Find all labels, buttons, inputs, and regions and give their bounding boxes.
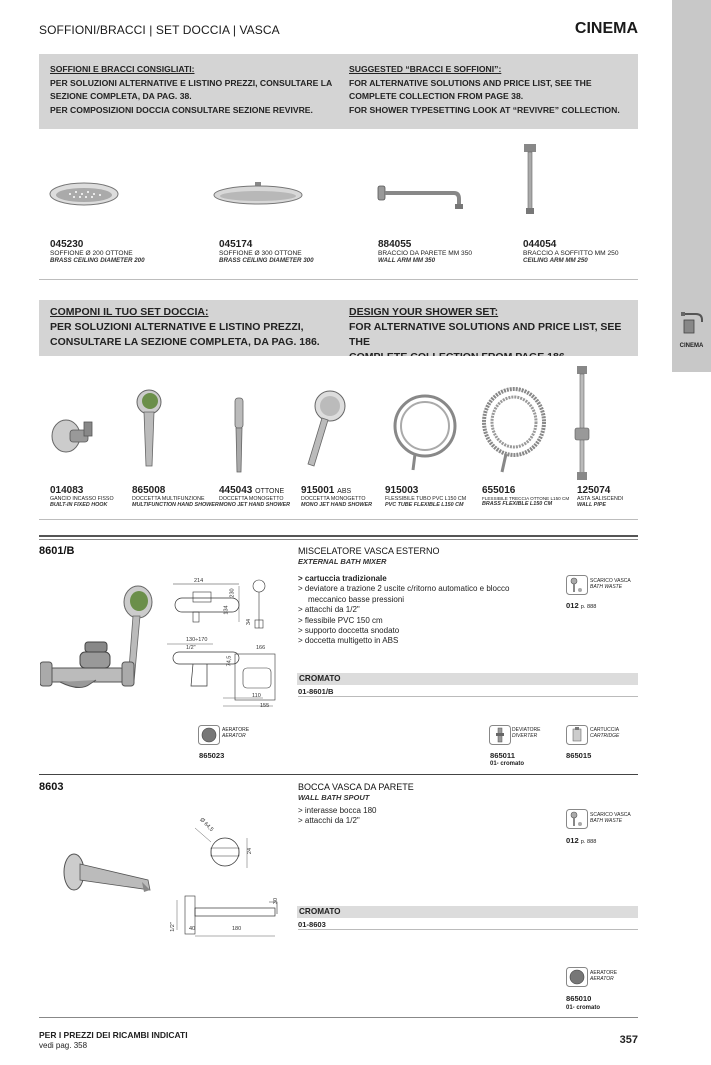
product-card-915003 <box>385 485 466 508</box>
feature-item: meccanico basse pressioni <box>308 594 405 604</box>
dim-label: 214 <box>194 578 204 584</box>
diverter-label-en: DIVERTER <box>512 733 538 739</box>
banner2-left-text <box>50 305 345 350</box>
dim-label: 30 <box>273 897 280 905</box>
product-card-915001 <box>301 485 372 508</box>
banner-left-text <box>50 63 345 117</box>
product-desc-it: SOFFIONE Ø 300 OTTONE <box>219 250 302 257</box>
dim-label: 166 <box>256 645 266 651</box>
dim-label: 180 <box>232 926 242 932</box>
technical-drawing-8603 <box>165 818 285 940</box>
product-image-915003[interactable] <box>385 388 465 474</box>
feature-item: > deviatore a trazione 2 uscite c/ritorno automatico e blocco <box>298 584 510 594</box>
finish-divider <box>298 696 638 697</box>
cartridge-code: 865015 <box>566 751 592 760</box>
product-card-655016 <box>482 485 569 507</box>
feature-item: > supporto doccetta snodato <box>298 626 400 636</box>
product-image-655016[interactable] <box>478 384 550 476</box>
dim-label: 40 <box>189 926 196 932</box>
product-code: 125074 <box>577 485 611 496</box>
product-desc-en: MONO JET HAND SHOWER <box>219 502 290 508</box>
finish-bar: CROMATO <box>297 673 638 685</box>
product-image-014083[interactable] <box>48 412 98 458</box>
aerator-label-it: AERATORE <box>590 970 618 976</box>
product-material: OTTONE <box>255 488 285 495</box>
product-desc-en: CEILING ARM MM 250 <box>523 257 588 264</box>
reference-page: p. 888 <box>580 604 597 610</box>
product-card-045230 <box>50 239 145 264</box>
collection-tab-label: CINEMA <box>679 343 704 349</box>
banner-right-line: COMPLETE COLLECTION FROM PAGE 38. <box>349 91 524 101</box>
product-code: 044054 <box>523 239 557 250</box>
product-image-8601b[interactable] <box>40 582 160 702</box>
product-desc-en: MULTIFUNCTION HAND SHOWER <box>132 502 219 508</box>
product-card-865008 <box>132 485 219 508</box>
product-desc-en: BRASS CEILING DIAMETER 300 <box>219 257 314 264</box>
dim-label: 1/2" <box>169 922 176 932</box>
product-desc-it: FLESSIBILE TRECCIA OTTONE L150 CM <box>482 496 570 501</box>
aerator-label <box>590 970 617 982</box>
aerator-label <box>222 727 249 739</box>
dim-label: 230 <box>229 588 236 598</box>
product-desc-it: GANCIO INCASSO FISSO <box>50 496 114 502</box>
product-desc-it: DOCCETTA MONOGETTO <box>219 496 284 502</box>
cartridge-icon <box>566 725 588 745</box>
dim-label: Ø 64,5 <box>198 817 215 833</box>
banner-right-text <box>349 63 634 117</box>
banner-left-heading: SOFFIONI E BRACCI CONSIGLIATI: <box>50 64 195 74</box>
product-desc-en: BUILT-IN FIXED HOOK <box>50 502 108 508</box>
diverter-label <box>512 727 540 739</box>
dim-label: 24 <box>247 847 254 855</box>
diverter-icon <box>489 725 511 745</box>
product-image-445043[interactable] <box>231 396 247 474</box>
section-title: BOCCA VASCA DA PARETE <box>298 782 414 792</box>
product-image-915001[interactable] <box>302 388 348 468</box>
product-code: 915001 <box>301 485 335 496</box>
spare-parts-note: PER I PREZZI DEI RICAMBI INDICATI <box>39 1030 188 1040</box>
section-divider <box>39 535 638 537</box>
bath-waste-icon <box>566 575 588 595</box>
bath-waste-label-en: BATH WASTE <box>590 818 623 824</box>
banner2-right-line: FOR ALTERNATIVE SOLUTIONS AND PRICE LIST, SEE THE <box>349 321 622 348</box>
cartridge-spare[interactable] <box>566 725 588 745</box>
feature-list <box>298 574 560 647</box>
dim-label: 1/2" <box>186 645 196 651</box>
dim-label: 155 <box>260 703 270 709</box>
section-subtitle: EXTERNAL BATH MIXER <box>298 557 387 566</box>
section-divider-thin <box>39 539 638 540</box>
section-code-8603: 8603 <box>39 781 64 793</box>
banner-left-line: PER COMPOSIZIONI DOCCIA CONSULTARE SEZIONE REVIVRE. <box>50 104 313 115</box>
section-divider <box>39 774 638 775</box>
feature-item: > attacchi da 1/2" <box>298 816 360 826</box>
feature-item: > attacchi da 1/2" <box>298 605 360 615</box>
reference-code: 012 <box>566 601 579 610</box>
page-number: 357 <box>619 1034 638 1046</box>
bath-waste-label-it: SCARICO VASCA <box>590 578 631 584</box>
banner-right-line: FOR SHOWER TYPESETTING LOOK AT “REVIVRE” COLLECTION. <box>349 104 620 115</box>
product-desc-it: BRACCIO A SOFFITTO MM 250 <box>523 250 619 257</box>
bath-waste-icon <box>566 809 588 829</box>
product-code: 655016 <box>482 485 516 496</box>
product-image-8603[interactable] <box>62 850 156 898</box>
product-desc-en: WALL PIPE <box>577 502 606 508</box>
banner2-right-heading: DESIGN YOUR SHOWER SET: <box>349 306 499 318</box>
product-desc-en: BRASS FLEXIBLE L150 CM <box>482 501 553 507</box>
collection-brand: CINEMA <box>574 20 638 37</box>
feature-list <box>298 806 377 827</box>
section-code-8601b: 8601/B <box>39 545 75 557</box>
product-code: 445043 <box>219 485 253 496</box>
feature-item: > cartuccia tradizionale <box>298 574 387 583</box>
reference-page: p. 888 <box>580 839 597 845</box>
page-title: SOFFIONI/BRACCI | SET DOCCIA | VASCA <box>39 23 280 37</box>
product-code: 045230 <box>50 239 84 250</box>
dim-label: 74,5 <box>226 655 233 667</box>
product-desc-en: PVC TUBE FLEXIBLE L150 CM <box>385 502 464 508</box>
cartridge-label-it: CARTUCCIA <box>590 727 620 733</box>
product-image-865008[interactable] <box>134 388 164 470</box>
page-reference[interactable] <box>566 836 596 845</box>
reference-code: 012 <box>566 836 579 845</box>
dim-label: 110 <box>252 693 261 699</box>
section-subtitle: WALL BATH SPOUT <box>298 793 370 802</box>
aerator-spare[interactable] <box>198 725 220 745</box>
product-code: 045174 <box>219 239 253 250</box>
footer-divider <box>39 1017 638 1018</box>
product-desc-it: DOCCETTA MULTIFUNZIONE <box>132 496 205 502</box>
finish-divider <box>298 929 638 930</box>
cartridge-label-en: CARTRIDGE <box>590 733 620 739</box>
finish-code[interactable]: 01-8603 <box>298 920 326 929</box>
product-desc-en: BRASS CEILING DIAMETER 200 <box>50 257 145 264</box>
technical-drawing-8601b <box>163 578 291 710</box>
bath-waste-accessory[interactable] <box>566 575 588 595</box>
bath-waste-label <box>590 812 631 824</box>
aerator-code: 865023 <box>199 751 225 760</box>
dim-label: 130÷170 <box>186 637 208 643</box>
cartridge-label <box>590 727 619 739</box>
product-code: 884055 <box>378 239 412 250</box>
diverter-code: 865011 <box>490 751 515 760</box>
product-code: 014083 <box>50 485 84 496</box>
section-title: MISCELATORE VASCA ESTERNO <box>298 546 440 556</box>
product-desc-it: DOCCETTA MONOGETTO <box>301 496 366 502</box>
product-image-125074[interactable] <box>572 364 592 482</box>
product-desc-it: FLESSIBILE TUBO PVC L150 CM <box>385 496 467 502</box>
banner-left-line: PER SOLUZIONI ALTERNATIVE E LISTINO PREZZI, CONSULTARE LA <box>50 77 333 88</box>
bath-waste-label-en: BATH WASTE <box>590 584 623 590</box>
product-card-014083 <box>50 485 114 508</box>
banner-left-line: SEZIONE COMPLETA, DA PAG. 38. <box>50 91 192 101</box>
bath-waste-label <box>590 578 631 590</box>
product-desc-it: ASTA SALISCENDI <box>577 496 624 502</box>
aerator-label-en: AERATOR <box>222 733 246 739</box>
banner-right-heading: SUGGESTED “BRACCI E SOFFIONI”: <box>349 64 502 74</box>
aerator-label-en: AERATOR <box>590 976 614 982</box>
product-code: 865008 <box>132 485 166 496</box>
bath-waste-accessory[interactable] <box>566 809 588 829</box>
faucet-icon <box>676 306 706 336</box>
banner2-left-line: CONSULTARE LA SEZIONE COMPLETA, DA PAG. 186. <box>50 336 320 348</box>
feature-item: > interasse bocca 180 <box>298 806 377 815</box>
banner-right-line: FOR ALTERNATIVE SOLUTIONS AND PRICE LIST, SEE THE <box>349 77 592 88</box>
aerator-label-it: AERATORE <box>222 727 250 733</box>
page-reference[interactable] <box>566 601 596 610</box>
diverter-label-it: DEVIATORE <box>512 727 541 733</box>
product-card-445043 <box>219 485 290 508</box>
diverter-spare[interactable] <box>489 725 511 745</box>
product-image-884055[interactable] <box>376 182 466 212</box>
aerator-icon <box>566 967 588 987</box>
product-card-125074 <box>577 485 623 508</box>
product-desc-it: SOFFIONE Ø 200 OTTONE <box>50 250 133 257</box>
aerator-code: 865010 <box>566 994 592 1003</box>
product-image-045230[interactable] <box>48 180 120 214</box>
dim-label: 34 <box>246 618 253 626</box>
product-image-045174[interactable] <box>212 180 304 210</box>
product-card-884055 <box>378 239 472 264</box>
aerator-finish: 01- cromato <box>566 1005 601 1011</box>
product-image-044054[interactable] <box>520 142 540 218</box>
diverter-finish: 01- cromato <box>490 761 525 767</box>
product-material: ABS <box>337 488 352 495</box>
product-desc-it: BRACCIO DA PARETE MM 350 <box>378 250 473 257</box>
product-card-044054 <box>523 239 619 264</box>
product-desc-en: WALL ARM MM 350 <box>378 257 436 264</box>
feature-item: > flessibile PVC 150 cm <box>298 615 383 625</box>
aerator-spare[interactable] <box>566 967 588 987</box>
product-desc-en: MONO JET HAND SHOWER <box>301 502 372 508</box>
dim-label: 134 <box>223 605 230 615</box>
feature-item: > doccetta multigetto in ABS <box>298 636 399 646</box>
spare-parts-page-link[interactable]: vedi pag. 358 <box>39 1041 88 1050</box>
product-code: 915003 <box>385 485 419 496</box>
banner2-left-line: PER SOLUZIONI ALTERNATIVE E LISTINO PREZZI, <box>50 321 304 333</box>
aerator-icon <box>198 725 220 745</box>
finish-code[interactable]: 01-8601/B <box>298 687 334 696</box>
finish-bar: CROMATO <box>297 906 638 918</box>
product-card-045174 <box>219 239 314 264</box>
banner2-left-heading: COMPONI IL TUO SET DOCCIA: <box>50 306 209 318</box>
bath-waste-label-it: SCARICO VASCA <box>590 812 631 818</box>
